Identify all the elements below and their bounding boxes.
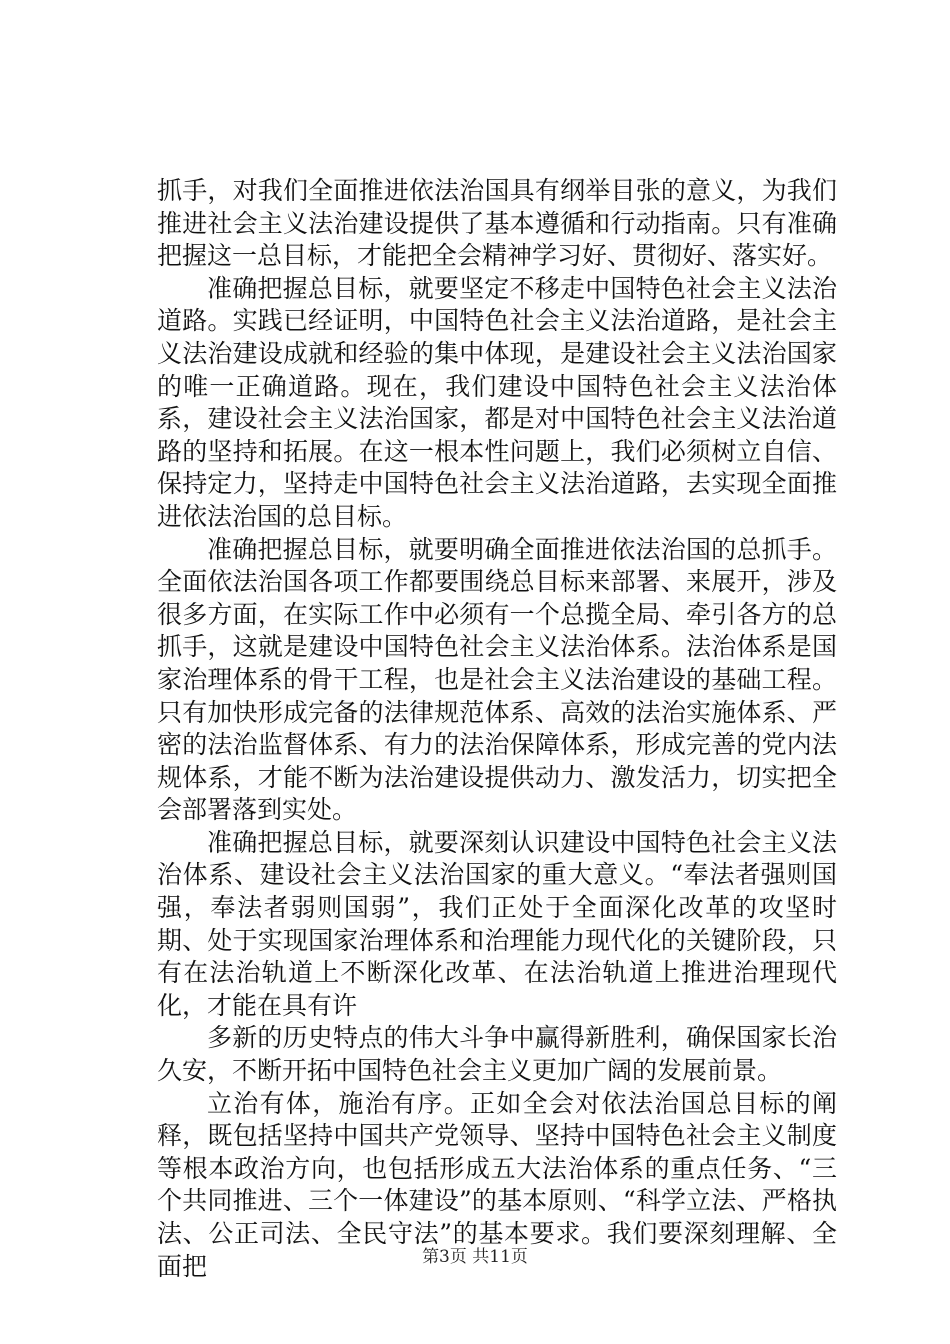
paragraph-continuation: 抓手，对我们全面推进依法治国具有纲举目张的意义，为我们推进社会主义法治建设提供了基本遵循和行动指南。只有准确把握这一总目标，才能把全会精神学习好、贯彻好、落实好。: [157, 176, 837, 271]
paragraph-legal-path: 准确把握总目标，就要坚定不移走中国特色社会主义法治道路。实践已经证明，中国特色社会主义法治道路，是社会主义法治建设成就和经验的集中体现，是建设社会主义法治国家的唯一正确道路。现在，我们建设中国特色社会主义法治体系，建设社会主义法治国家，都是对中国特色社会主义法治道路的坚持和拓展。在这一根本性问题上，我们必须树立自信、保持定力，坚持走中国特色社会主义法治道路，去实现全面推进依法治国的总目标。: [157, 273, 837, 531]
paragraph-governance-order: 立治有体，施治有序。正如全会对依法治国总目标的阐释，既包括坚持中国共产党领导、坚持中国特色社会主义制度等根本政治方向，也包括形成五大法治体系的重点任务、“三个共同推进、三个一体建设”的基本原则、“科学立法、严格执法、公正司法、全民守法”的基本要求。我们要深刻理解、全面把: [157, 1088, 837, 1281]
paragraph-general-handle: 准确把握总目标，就要明确全面推进依法治国的总抓手。全面依法治国各项工作都要围绕总目标来部署、来展开，涉及很多方面，在实际工作中必须有一个总揽全局、牵引各方的总抓手，这就是建设中国特色社会主义法治体系。法治体系是国家治理体系的骨干工程，也是社会主义法治建设的基础工程。只有加快形成完备的法律规范体系、高效的法治实施体系、严密的法治监督体系、有力的法治保障体系，形成完善的党内法规体系，才能不断为法治建设提供动力、激发活力，切实把全会部署落到实处。: [157, 534, 837, 825]
page-number-footer: 第3页 共11页: [422, 1247, 528, 1267]
paragraph-significance: 准确把握总目标，就要深刻认识建设中国特色社会主义法治体系、建设社会主义法治国家的重大意义。“奉法者强则国强，奉法者弱则国弱”，我们正处于全面深化改革的攻坚时期、处于实现国家治理体系和治理能力现代化的关键阶段，只有在法治轨道上不断深化改革、在法治轨道上推进治理现代化，才能在具有许: [157, 827, 837, 1020]
document-body: [157, 175, 837, 1283]
paragraph-new-victory: 多新的历史特点的伟大斗争中赢得新胜利，确保国家长治久安，不断开拓中国特色社会主义更加广阔的发展前景。: [157, 1023, 837, 1086]
